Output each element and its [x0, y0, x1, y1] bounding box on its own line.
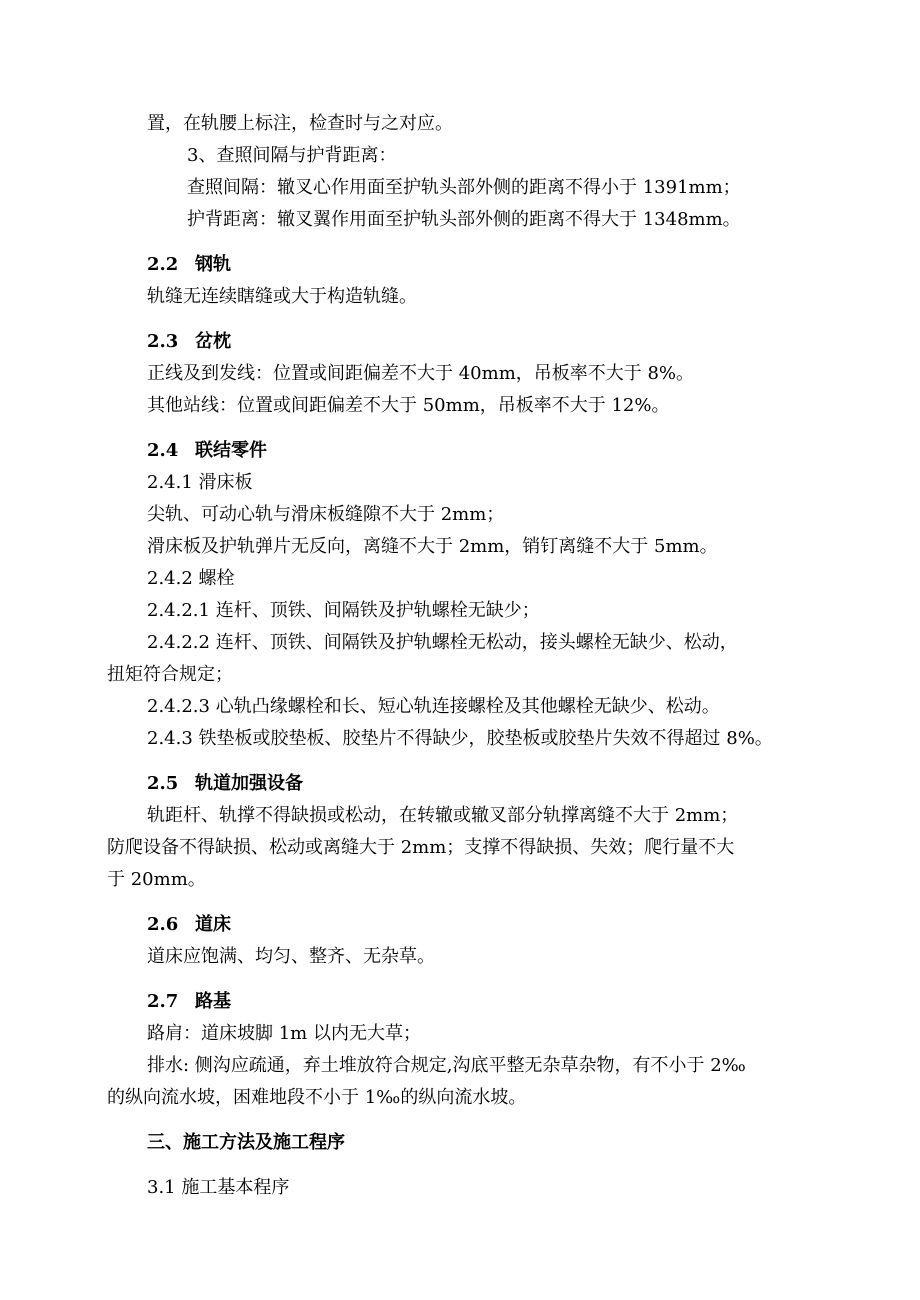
- body-line: 查照间隔：辙叉心作用面至护轨头部外侧的距离不得小于 1391mm；: [187, 177, 741, 198]
- subsection-heading: 2.4.2 螺栓: [147, 568, 235, 589]
- chapter-heading: 三、施工方法及施工程序: [147, 1132, 345, 1153]
- body-line: 排水: 侧沟应疏通，弃土堆放符合规定,沟底平整无杂草杂物，有不小于 2‰: [147, 1055, 746, 1076]
- body-line: 轨缝无连续瞎缝或大于构造轨缝。: [147, 286, 417, 307]
- body-line: 轨距杆、轨撑不得缺损或松动，在转辙或辙叉部分轨撑离缝不大于 2mm；: [147, 805, 739, 826]
- section-title: 岔枕: [195, 331, 231, 352]
- list-item: 3、查照间隔与护背距离：: [187, 145, 397, 166]
- section-title: 轨道加强设备: [195, 773, 303, 794]
- body-line: 于 20mm。: [107, 869, 206, 890]
- section-number: 2.3: [147, 331, 179, 352]
- section-heading-2-4: [147, 439, 267, 463]
- section-title: 道床: [195, 914, 231, 935]
- subsection-heading: 2.4.1 滑床板: [147, 472, 253, 493]
- body-line: 2.4.2.3 心轨凸缘螺栓和长、短心轨连接螺栓及其他螺栓无缺少、松动。: [147, 696, 720, 717]
- subsection-heading: 3.1 施工基本程序: [147, 1177, 290, 1198]
- body-line: 置，在轨腰上标注，检查时与之对应。: [147, 113, 453, 134]
- section-number: 2.4: [147, 440, 179, 461]
- body-line: 防爬设备不得缺损、松动或离缝大于 2mm；支撑不得缺损、失效；爬行量不大: [107, 837, 735, 858]
- body-line: 尖轨、可动心轨与滑床板缝隙不大于 2mm；: [147, 504, 505, 525]
- body-line: 滑床板及护轨弹片无反向，离缝不大于 2mm，销钉离缝不大于 5mm。: [147, 536, 718, 557]
- section-heading-2-2: [147, 253, 231, 277]
- section-number: 2.7: [147, 991, 179, 1012]
- section-title: 路基: [195, 991, 231, 1012]
- body-line: 的纵向流水坡，困难地段不小于 1‰的纵向流水坡。: [107, 1087, 527, 1108]
- body-line: 2.4.2.1 连杆、顶铁、间隔铁及护轨螺栓无缺少；: [147, 600, 540, 621]
- body-line: 路肩：道床坡脚 1m 以内无大草；: [147, 1023, 421, 1044]
- body-line: 2.4.2.2 连杆、顶铁、间隔铁及护轨螺栓无松动，接头螺栓无缺少、松动，: [147, 632, 738, 653]
- body-line: 2.4.3 铁垫板或胶垫板、胶垫片不得缺少，胶垫板或胶垫片失效不得超过 8%。: [147, 728, 773, 749]
- body-line: 正线及到发线：位置或间距偏差不大于 40mm，吊板率不大于 8%。: [147, 363, 695, 384]
- body-line: 护背距离：辙叉翼作用面至护轨头部外侧的距离不得大于 1348mm。: [187, 209, 741, 230]
- section-heading-2-7: [147, 990, 231, 1014]
- section-number: 2.2: [147, 254, 179, 275]
- section-number: 2.5: [147, 773, 179, 794]
- section-heading-2-3: [147, 330, 231, 354]
- section-title: 联结零件: [195, 440, 267, 461]
- section-number: 2.6: [147, 914, 179, 935]
- body-line: 道床应饱满、均匀、整齐、无杂草。: [147, 946, 435, 967]
- section-title: 钢轨: [195, 254, 231, 275]
- section-heading-2-5: [147, 772, 303, 796]
- body-line: 其他站线：位置或间距偏差不大于 50mm，吊板率不大于 12%。: [147, 395, 670, 416]
- section-heading-2-6: [147, 913, 231, 937]
- body-line: 扭矩符合规定；: [107, 664, 233, 685]
